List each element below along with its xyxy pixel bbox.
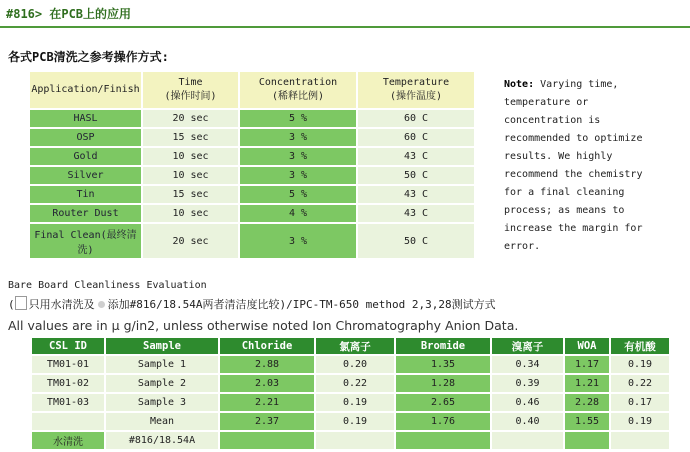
app-cell: Silver — [30, 167, 141, 184]
chloride-cell: 2.21 — [220, 394, 314, 411]
bromide-cn-cell: 0.39 — [492, 375, 563, 392]
table-row — [32, 375, 669, 392]
conc-cell: 4 % — [240, 205, 356, 222]
bromide-cell — [396, 432, 490, 449]
header-chloride: Chloride — [220, 338, 314, 354]
csl-id-cell: TM01-01 — [32, 356, 104, 373]
organic-acid-cell: 0.22 — [611, 375, 669, 392]
time-cell: 10 sec — [143, 205, 238, 222]
sample-cell: Sample 2 — [106, 375, 218, 392]
table-row — [30, 186, 474, 203]
bromide-cell: 1.76 — [396, 413, 490, 430]
header-time: Time (操作时间) — [143, 72, 238, 108]
header-csl-id: CSL ID — [32, 338, 104, 354]
conc-cell: 3 % — [240, 167, 356, 184]
chloride-cn-cell: 0.19 — [316, 413, 394, 430]
bullet-icon — [98, 301, 105, 308]
table-row — [32, 432, 669, 449]
csl-id-cell: 水清洗 — [32, 432, 104, 449]
organic-acid-cell: 0.19 — [611, 413, 669, 430]
temp-cell: 43 C — [358, 205, 474, 222]
page-header — [0, 0, 690, 28]
evaluation-title: Bare Board Cleanliness Evaluation — [8, 280, 207, 291]
table-row — [32, 394, 669, 411]
app-cell: Router Dust — [30, 205, 141, 222]
app-cell: HASL — [30, 110, 141, 127]
header-bromide: Bromide — [396, 338, 490, 354]
conc-cell: 3 % — [240, 224, 356, 258]
time-cell: 20 sec — [143, 110, 238, 127]
csl-id-cell — [32, 413, 104, 430]
time-cell: 10 sec — [143, 167, 238, 184]
header-sample: Sample — [106, 338, 218, 354]
broken-image-icon — [15, 296, 27, 310]
csl-id-cell: TM01-02 — [32, 375, 104, 392]
bromide-cell: 2.65 — [396, 394, 490, 411]
header-bromide-cn: 溴离子 — [492, 338, 563, 354]
header-temperature: Temperature (操作温度) — [358, 72, 474, 108]
organic-acid-cell: 0.19 — [611, 356, 669, 373]
conc-cell: 3 % — [240, 129, 356, 146]
app-cell: Final Clean(最终清 洗) — [30, 224, 141, 258]
temp-cell: 43 C — [358, 186, 474, 203]
bromide-cn-cell: 0.34 — [492, 356, 563, 373]
header-application: Application/Finish — [30, 72, 141, 108]
header-woa: WOA — [565, 338, 609, 354]
time-cell: 15 sec — [143, 186, 238, 203]
sample-cell: Sample 1 — [106, 356, 218, 373]
table-row — [30, 129, 474, 146]
temp-cell: 43 C — [358, 148, 474, 165]
temp-cell: 60 C — [358, 129, 474, 146]
ic-header-row — [32, 338, 669, 354]
evaluation-subtitle: ( 只用水清洗及 添加#816/18.54A两者清洁度比较)/IPC-TM-650 method 2,3,28测试方式 — [8, 298, 496, 311]
table-row — [32, 413, 669, 430]
table-row — [30, 205, 474, 222]
table-row — [30, 224, 474, 258]
bromide-cn-cell — [492, 432, 563, 449]
header-chloride-cn: 氯离子 — [316, 338, 394, 354]
bromide-cn-cell: 0.46 — [492, 394, 563, 411]
woa-cell: 1.17 — [565, 356, 609, 373]
chloride-cn-cell — [316, 432, 394, 449]
conc-cell: 3 % — [240, 148, 356, 165]
sample-cell: Sample 3 — [106, 394, 218, 411]
chloride-cell: 2.88 — [220, 356, 314, 373]
csl-id-cell: TM01-03 — [32, 394, 104, 411]
chloride-cell — [220, 432, 314, 449]
chloride-cell: 2.03 — [220, 375, 314, 392]
operation-table — [28, 70, 476, 260]
page-title: #816> 在PCB上的应用 — [6, 7, 132, 21]
woa-cell: 1.55 — [565, 413, 609, 430]
bromide-cell: 1.28 — [396, 375, 490, 392]
app-cell: Gold — [30, 148, 141, 165]
bromide-cell: 1.35 — [396, 356, 490, 373]
chloride-cn-cell: 0.22 — [316, 375, 394, 392]
chloride-cn-cell: 0.19 — [316, 394, 394, 411]
header-concentration: Concentration (稀释比例) — [240, 72, 356, 108]
ion-chromatography-table — [30, 336, 671, 451]
conc-cell: 5 % — [240, 186, 356, 203]
table-row — [32, 356, 669, 373]
app-cell: Tin — [30, 186, 141, 203]
sample-cell: #816/18.54A — [106, 432, 218, 449]
temp-cell: 50 C — [358, 224, 474, 258]
bromide-cn-cell: 0.40 — [492, 413, 563, 430]
table-row — [30, 110, 474, 127]
organic-acid-cell — [611, 432, 669, 449]
conc-cell: 5 % — [240, 110, 356, 127]
chloride-cell: 2.37 — [220, 413, 314, 430]
table-row — [30, 167, 474, 184]
sample-cell: Mean — [106, 413, 218, 430]
woa-cell: 2.28 — [565, 394, 609, 411]
organic-acid-cell: 0.17 — [611, 394, 669, 411]
time-cell: 15 sec — [143, 129, 238, 146]
table-row — [30, 148, 474, 165]
units-note: All values are in μ g/in2, unless otherwise noted Ion Chromatography Anion Data. — [8, 318, 519, 333]
time-cell: 10 sec — [143, 148, 238, 165]
woa-cell — [565, 432, 609, 449]
operation-table-header-row — [30, 72, 474, 108]
chloride-cn-cell: 0.20 — [316, 356, 394, 373]
woa-cell: 1.21 — [565, 375, 609, 392]
app-cell: OSP — [30, 129, 141, 146]
temp-cell: 60 C — [358, 110, 474, 127]
note-text: Note: Varying time, temperature or concentration is recommended to optimize results. We highly recommend the chemistry for a final cleaning process; as means to increase the margin for error. — [504, 79, 643, 252]
time-cell: 20 sec — [143, 224, 238, 258]
section-title: 各式PCB清洗之参考操作方式: — [8, 50, 169, 64]
header-organic-acid: 有机酸 — [611, 338, 669, 354]
temp-cell: 50 C — [358, 167, 474, 184]
